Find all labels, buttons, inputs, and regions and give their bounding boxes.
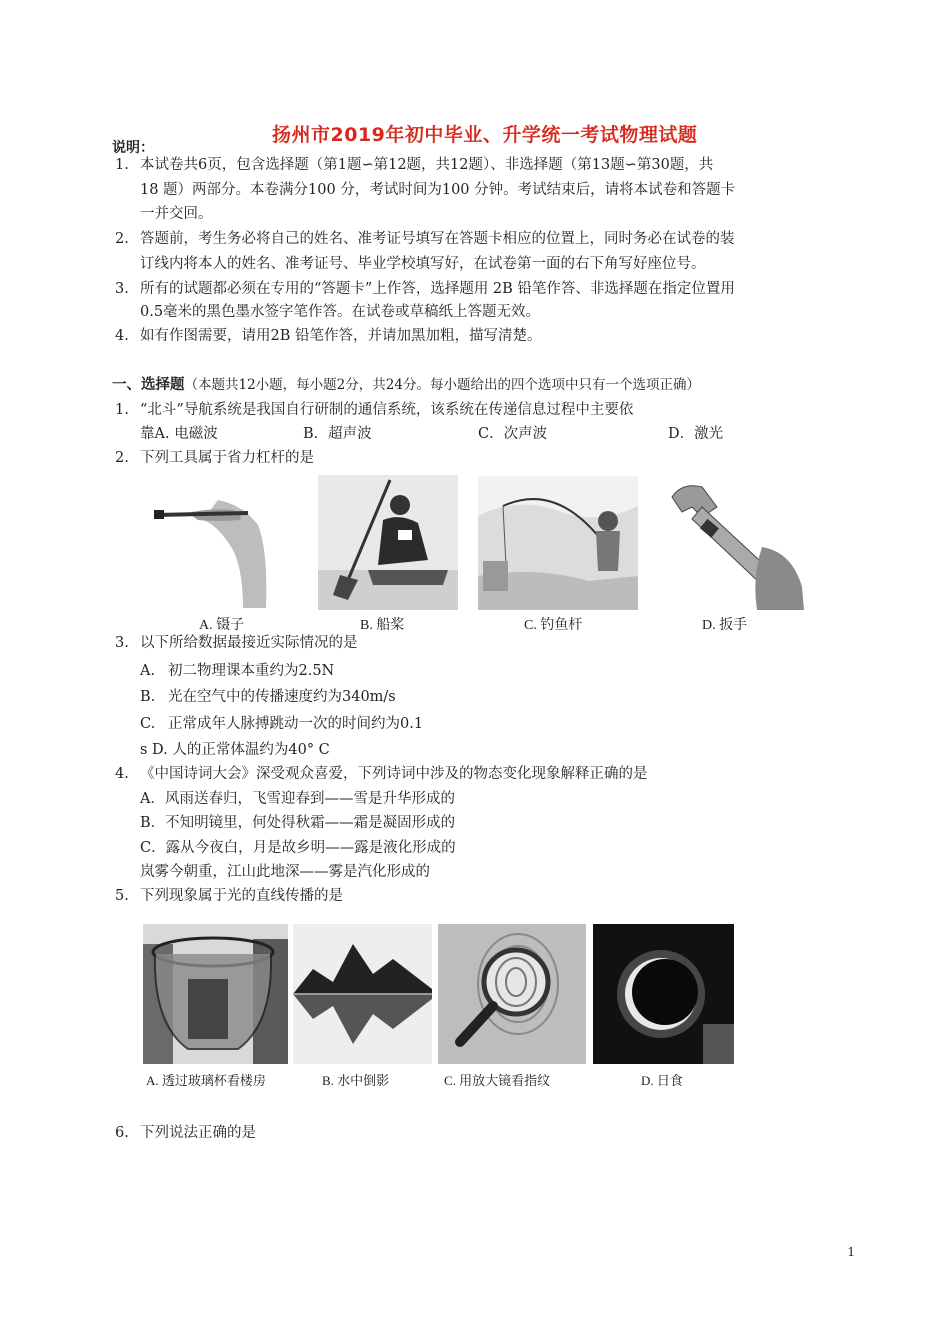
q5-stem: 下列现象属于光的直线传播的是 [140, 888, 343, 904]
wrench-image [662, 477, 804, 610]
q1-stem: “北斗”导航系统是我国自行研制的通信系统，该系统在传递信息过程中主要依 [140, 402, 634, 418]
q1-option-b: B．超声波 [303, 426, 372, 442]
note-3-line-2: 0.5毫米的黑色墨水签字笔作答。在试卷或草稿纸上答题无效。 [140, 304, 541, 320]
q2-caption-d: D. 扳手 [702, 618, 748, 633]
q3-option-c-label: C. [140, 716, 156, 732]
q4-option-d: 岚雾今朝重，江山此地深——雾是汽化形成的 [140, 864, 430, 880]
q1-option-d: D．激光 [668, 426, 724, 442]
q3-option-a-text: 初二物理课本重约为2.5N [168, 663, 335, 679]
note-1-number: 1. [115, 157, 129, 173]
note-3-line-1: 所有的试题都必须在专用的“答题卡”上作答，选择题用 2B 铅笔作答、非选择题在指定位置用 [140, 281, 735, 297]
note-2-number: 2. [115, 231, 129, 247]
q1-option-a: 靠A. 电磁波 [140, 426, 218, 442]
note-1-line-2: 18 题）两部分。本卷满分100 分，考试时间为100 分钟。考试结束后，请将本试卷和答题卡 [140, 182, 736, 198]
page-title: 扬州市2019年初中毕业、升学统一考试物理试题 [272, 124, 698, 146]
q2-number: 2. [115, 450, 129, 466]
note-2-line-2: 订线内将本人的姓名、准考证号、毕业学校填写好，在试卷第一面的右下角写好座位号。 [140, 256, 706, 272]
q5-caption-b: B. 水中倒影 [322, 1073, 390, 1088]
section-1-title: 一、选择题 [112, 377, 185, 393]
q6-number: 6. [115, 1125, 129, 1141]
q4-number: 4. [115, 766, 129, 782]
note-4-line-1: 如有作图需要，请用2B 铅笔作答，并请加黑加粗，描写清楚。 [140, 328, 542, 344]
note-1-line-1: 本试卷共6页，包含选择题（第1题∽第12题，共12题）、非选择题（第13题∽第30题，共 [140, 157, 714, 173]
q5-caption-d: D. 日食 [641, 1073, 683, 1088]
q1-number: 1. [115, 402, 129, 418]
glass-cup-image [143, 924, 288, 1064]
fishing-rod-image [478, 476, 638, 610]
q3-option-b-text: 光在空气中的传播速度约为340m/s [168, 689, 396, 705]
page-number: 1 [847, 1245, 855, 1259]
notes-label: 说明： [112, 140, 154, 156]
solar-eclipse-image [593, 924, 734, 1064]
q6-stem: 下列说法正确的是 [140, 1125, 256, 1141]
q2-caption-b: B. 船桨 [360, 618, 405, 633]
q4-stem: 《中国诗词大会》深受观众喜爱，下列诗词中涉及的物态变化现象解释正确的是 [140, 766, 648, 782]
q4-option-a: A．风雨送春归，飞雪迎春到——雪是升华形成的 [140, 791, 455, 807]
q3-option-d: s D. 人的正常体温约为40° C [140, 742, 330, 758]
section-1-header [112, 374, 700, 396]
magnifier-fingerprint-image [438, 924, 586, 1064]
q5-caption-a: A. 透过玻璃杯看楼房 [146, 1073, 266, 1088]
q3-option-c-text: 正常成年人脉搏跳动一次的时间约为0.1 [168, 716, 424, 732]
q3-option-b-label: B. [140, 689, 156, 705]
q5-caption-c: C. 用放大镜看指纹 [444, 1073, 551, 1088]
q3-number: 3. [115, 635, 129, 651]
section-1-description: （本题共12小题，每小题2分，共24分。每小题给出的四个选项中只有一个选项正确） [184, 377, 700, 393]
q3-stem: 以下所给数据最接近实际情况的是 [140, 635, 358, 651]
q2-stem: 下列工具属于省力杠杆的是 [140, 450, 314, 466]
q3-option-a-label: A. [140, 663, 156, 679]
note-1-line-3: 一并交回。 [140, 206, 213, 222]
tweezers-image [148, 480, 298, 608]
q2-caption-a: A. 镊子 [199, 618, 245, 633]
q5-number: 5. [115, 888, 129, 904]
paddle-image [318, 475, 458, 610]
q1-option-c: C．次声波 [478, 426, 548, 442]
note-3-number: 3. [115, 281, 129, 297]
water-reflection-image [293, 924, 432, 1064]
q4-option-c: C．露从今夜白，月是故乡明——露是液化形成的 [140, 840, 456, 856]
q2-caption-c: C. 钓鱼杆 [524, 618, 583, 633]
note-2-line-1: 答题前，考生务必将自己的姓名、准考证号填写在答题卡相应的位置上，同时务必在试卷的装 [140, 231, 735, 247]
note-4-number: 4. [115, 328, 129, 344]
q4-option-b: B．不知明镜里，何处得秋霜——霜是凝固形成的 [140, 815, 456, 831]
